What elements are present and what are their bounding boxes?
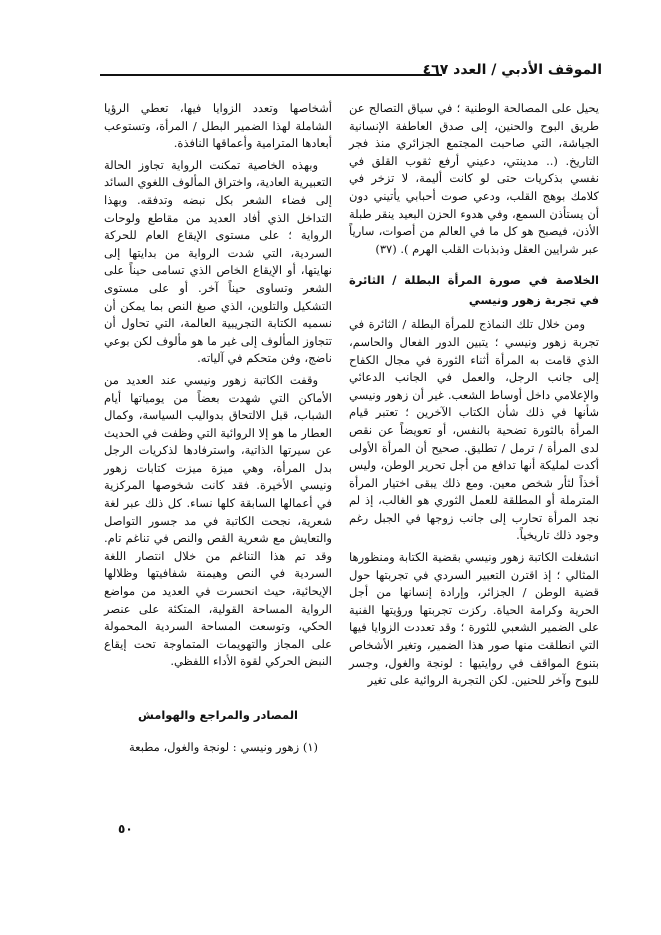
left-paragraph-1: أشخاصها وتعدد الزوايا فيها، تعطي الرؤيا الشاملة لهذا الضمير البطل / المرأة، وتستوعب أبعادها المترامية وأعماقها النافذة. xyxy=(104,101,332,151)
left-column xyxy=(104,100,332,760)
left-paragraph-3: وقفت الكاتبة زهور ونيسي عند العديد من الأماكن التي شهدت بعضاً من يومياتها أيام الشباب، قبل الالتحاق بدواليب السياسة، وكمال العطار ما هو إلا الروائية التي وظفت في الحديث عن سيرتها الذاتية، واسترفادها لذكريات الرجل بدل المرأة، وهي ميزة ميزت كتابات زهور ونيسي الأخيرة. فقد كانت شخوصها المركزية في أعمالها السابقة كلها نساء. كل ذلك عبر لغة شعرية، نجحت الكاتبة في مد جسور التواصل والتعايش مع شعرية القص والنص في تناغم تام. وقد تم هذا التناغم من خلال انتصار اللغة السردية في النص وهيمنة شفافيتها وظلالها الإيحائية، حيث انحسرت في العديد من مواضع الرواية المساحة القولية، المتكئة على عنصر الحكي، وتوسعت المساحة السردية المحمولة على المجاز والتهويمات المتماوجة تحت إيقاع النبض الحركي لقوة الأداء اللفظي. xyxy=(104,372,332,669)
references-heading: المصادر والمراجع والهوامش xyxy=(137,708,299,722)
left-paragraph-2: وبهذه الخاصية تمكنت الرواية تجاوز الحالة التعبيرية العادية، واختراق المألوف اللغوي السائد إلى فضاء الشعر بكل نبضه وتدفقه. وبهذا التداخل الذي أفاد العديد من مقاطع ولوحات الرواية ؛ على مستوى الإيقاع العام للحركة السردية، التي شدت الرواية من بدايتها إلى نهايتها، أو الإيقاع الخاص الذي تسامى حيناً على الشعر وتساوى حيناً آخر. أو على مستوى التشكيل والتلوين، الذي صبغ النص بما يمكن أن نسميه الكتابة التجريبية العالمة، التي تحاول أن تتجاوز المألوف إلى غير ما هو مألوف لكن بوعي ناضج، وفن متحكم في آلياته. xyxy=(104,157,332,366)
reference-item: (١) زهور ونيسي : لونجة والغول، مطبعة xyxy=(129,739,318,754)
page-number: ٥٠ xyxy=(118,822,133,836)
header-rule xyxy=(100,74,442,76)
running-header xyxy=(100,62,602,84)
right-column xyxy=(349,100,599,694)
right-paragraph-1: يحيل على المصالحة الوطنية ؛ في سياق التصالح عن طريق البوح والحنين، إلى صدق العاطفة الإنسانية الجياشة، التي صاحبت المجتمع الجزائري منذ فجر التاريخ. (.. مدينتي، دعيني أرفع ثقوب القلق في نفسي بذكريات حتى لو كانت أليمة، لا تزخر في كلامك بوهج القلب، ودعي صوت أحبابي يأتيني دون أن يستأذن السمع، وفي هدوء الحزن البعيد ينقر طبلة الأذن، فيصبح هو كل ما في العالم من أصوات، سارياً عبر شرايين العقل وذبذبات القلب الهرم ). (٣٧) xyxy=(349,101,599,256)
right-paragraph-2: ومن خلال تلك النماذج للمرأة البطلة / الثائرة في تجربة زهور ونيسي ؛ يتبين الدور الفعال والحاسم، الذي قامت به المرأة أثناء الثورة في مجال الكفاح إلى جانب الرجل، والعمل في الجانب الدعائي والإعلامي داخل أوساط الشعب. غير أن زهور ونيسي شأنها في ذلك شأن الكتاب الآخرين ؛ تعتبر قيام المرأة بالثورة تضحية بالنفس، أو تعويضاً عن نقص لدى المرأة / ترمل / تطليق. صحيح أن المرأة الأولى أكدت لمليكة أنها تدافع من أجل تحرير الوطن، وليس أخذاً لثأر شخص معين. ومع ذلك يبقى اختيار المرأة المترملة أو المطلقة للعمل الثوري هو الغالب، إذ لم نجد المرأة تحارب إلى جانب زوجها في الجبل رغم وجود ذلك تاريخياً. xyxy=(349,317,599,543)
journal-issue-title: الموقف الأدبي / العدد ٤٦٧ xyxy=(422,62,602,78)
right-paragraph-3: انشغلت الكاتبة زهور ونيسي بقضية الكتابة ومنظورها المثالي ؛ إذ اقترن التعبير السردي في تجربتها حول قضية الوطن / الجزائر، وإرادة إنسانها من أجل الحرية وكرامة الحياة. ركزت تجربتها ورؤيتها الفنية على الضمير الشعبي للثورة ؛ وقد تعددت الزوايا فيها التي انطلقت منها صور هذا الضمير، وتغير الأشخاص بتنوع المواقف في روايتيها : لونجة والغول، وجسر للبوح وآخر للحنين. لكن التجربة الروائية على تغير xyxy=(349,550,599,688)
section-heading: الخلاصة في صورة المرأة البطلة / الثائرة في تجربة زهور ونيسي xyxy=(349,273,599,308)
